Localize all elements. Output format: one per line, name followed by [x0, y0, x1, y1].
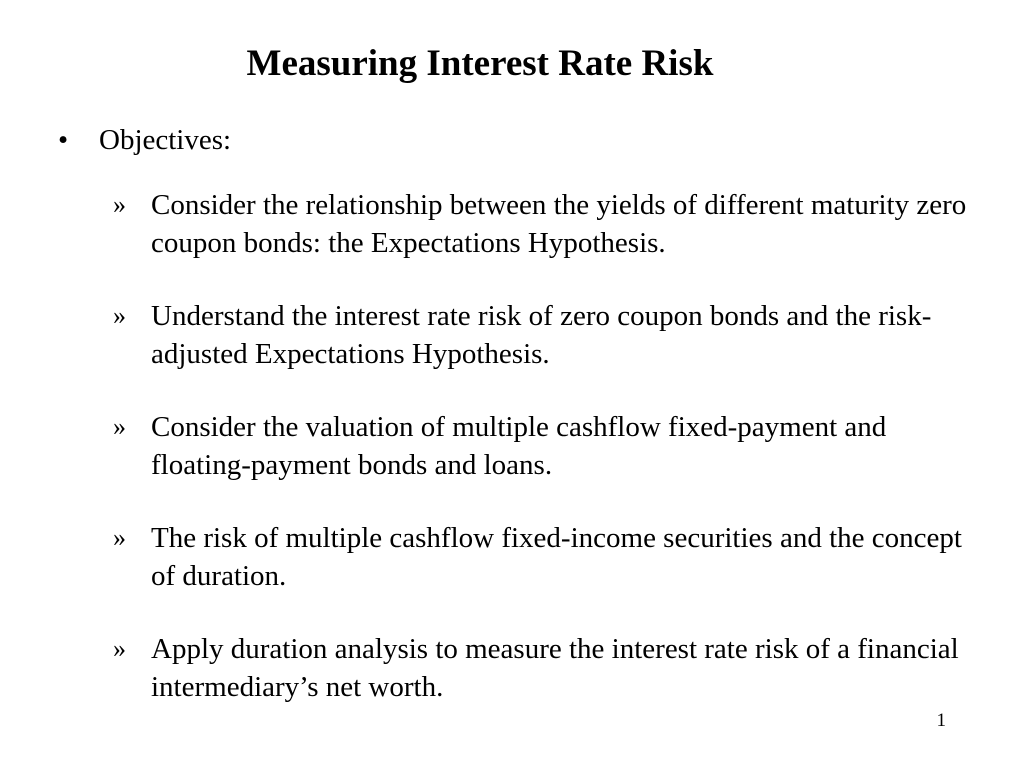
objective-text: The risk of multiple cashflow fixed-income securities and the concept of duration.	[151, 522, 962, 592]
objectives-label: Objectives:	[99, 124, 232, 156]
objective-text: Apply duration analysis to measure the interest rate risk of a financial intermediary’s net worth.	[151, 633, 959, 703]
objective-text: Understand the interest rate risk of zero coupon bonds and the risk-adjusted Expectations Hypothesis.	[151, 300, 932, 370]
objectives-list	[113, 186, 973, 741]
objective-item	[113, 186, 973, 262]
objective-item	[113, 408, 973, 484]
sub-bullet-marker: »	[113, 301, 126, 330]
sub-bullet-marker: »	[113, 412, 126, 441]
sub-bullet-marker: »	[113, 634, 126, 663]
objective-item	[113, 297, 973, 373]
slide-title: Measuring Interest Rate Risk	[246, 43, 714, 84]
sub-bullet-marker: »	[113, 190, 126, 219]
objective-text: Consider the valuation of multiple cashflow fixed-payment and floating-payment bonds and loans.	[151, 411, 887, 481]
sub-bullet-marker: »	[113, 523, 126, 552]
bullet-marker: •	[58, 124, 69, 156]
page-number: 1	[936, 710, 946, 731]
objective-item	[113, 519, 973, 595]
objective-item	[113, 630, 973, 706]
objective-text: Consider the relationship between the yields of different maturity zero coupon bonds: the Expectations Hypothesis.	[151, 189, 967, 259]
objectives-bullet-item	[58, 120, 958, 160]
